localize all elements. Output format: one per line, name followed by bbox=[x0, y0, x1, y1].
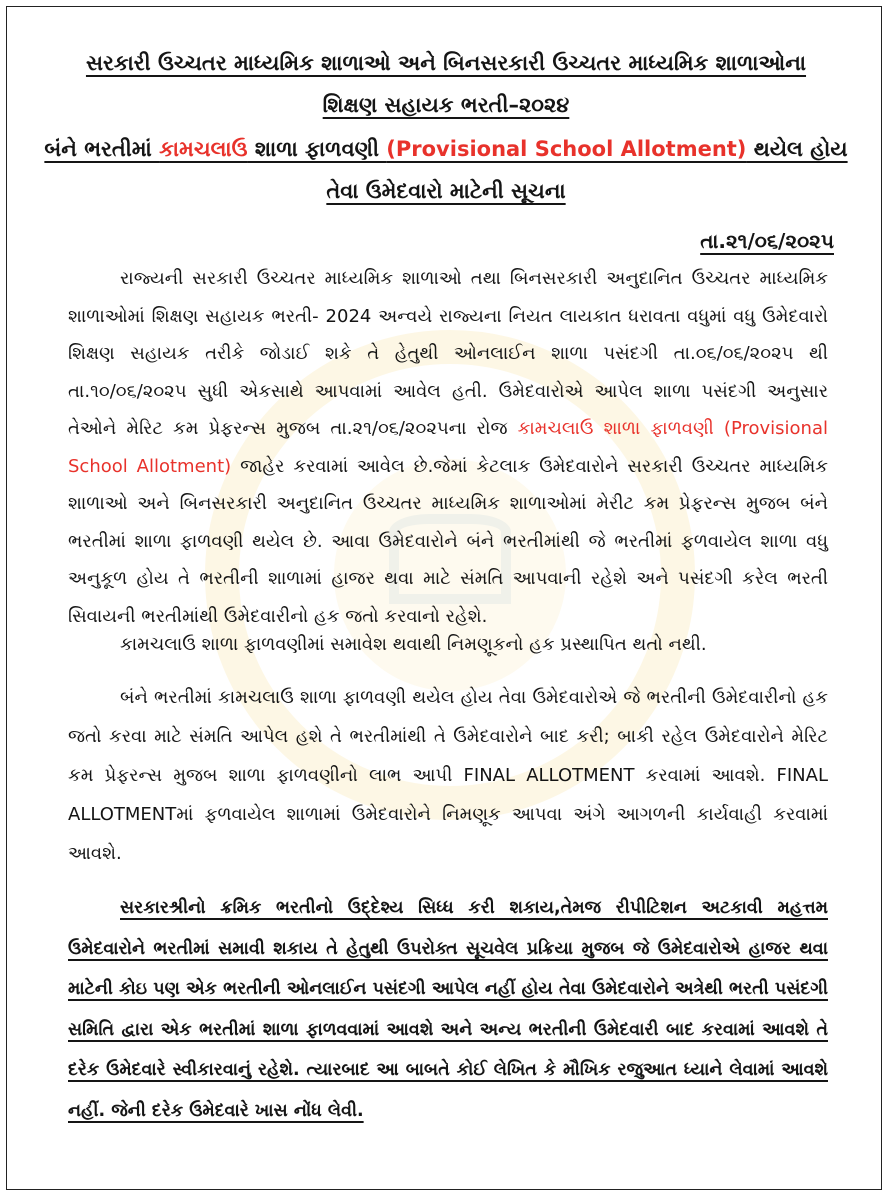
paragraph-2: કામચલાઉ શાળા ફાળવણીમાં સમાવેશ થવાથી નિમણૂકનો હક પ્રસ્થાપિત થતો નથી. bbox=[120, 634, 707, 655]
title-line-2: શિક્ષણ સહાયક ભરતી–૨૦૨૪ bbox=[322, 93, 570, 117]
paragraph-4-important bbox=[68, 888, 828, 1131]
notice-heading-line-1 bbox=[44, 128, 847, 170]
paragraph-4-text: સરકારશ્રીનો ક્રમિક ભરતીનો ઉદ્દેશ્ય સિધ્ધ કરી શકાય,તેમજ રીપીટિશન અટકાવી મહત્તમ ઉમેદવારોને ભરતીમાં સમાવી શકાય તે હેતુથી ઉપરોક્ત સૂચવેલ પ્રક્રિયા મુજબ જે ઉમેદવારોએ હાજર થવા માટેની કોઇ પણ એક ભરતીની ઓનલાઈન પસંદગી આપેલ નહીં હોય તેવા ઉમેદવારોને અત્રેથી ભરતી પસંદગી સમિતિ દ્વારા એક ભરતીમાં શાળા ફાળવવામાં આવશે અને અન્ય ભરતીની ઉમેદવારી બાદ કરવામાં આવશે તે દરેક ઉમેદવારે સ્વીકારવાનું રહેશે. ત્યારબાદ આ બાબતે કોઈ લેખિત કે મૌખિક રજુઆત ધ્યાને લેવામાં આવશે નહીં. જેની દરેક ઉમેદવારે ખાસ નોંધ લેવી. bbox=[68, 898, 828, 1121]
paragraph-1-text-b: જાહેર કરવામાં આવેલ છે.જેમાં કેટલાક ઉમેદવારોને સરકારી ઉચ્ચતર માધ્યમિક શાળાઓ અને બિનસરકારી અનુદાનિત ઉચ્ચતર માધ્યમિક શાળાઓમાં મેરીટ કમ પ્રેફરન્સ મુજબ બંને ભરતીમાં શાળા ફાળવણી થયેલ છે. આવા ઉમેદવારોને બંને ભરતીમાંથી જે ભરતીમાં ફળવાયેલ શાળા વધુ અનુકૂળ હોય તે ભરતીની શાળામાં હાજર થવા માટે સંમતિ આપવાની રહેશે અને પસંદગી કરેલ ભરતી સિવાયની ભરતીમાંથી ઉમેદવારીનો હક જતો કરવાનો રહેશે. bbox=[68, 455, 828, 627]
document-title bbox=[30, 42, 862, 126]
notice-heading bbox=[30, 128, 862, 212]
notice-heading-text-2: શાળા ફાળવણી bbox=[247, 137, 387, 161]
notice-heading-line-2: તેવા ઉમેદવારો માટેની સૂચના bbox=[326, 179, 566, 203]
paragraph-3: બંને ભરતીમાં કામચલાઉ શાળા ફાળવણી થયેલ હોય તેવા ઉમેદવારોએ જે ભરતીની ઉમેદવારીનો હક જતો કરવા માટે સંમતિ આપેલ હશે તે ભરતીમાંથી તે ઉમેદવારોને બાદ કરી; બાકી રહેલ ઉમેદવારોને મેરિટ કમ પ્રેફરન્સ મુજબ શાળા ફાળવણીનો લાભ આપી FINAL ALLOTMENT કરવામાં આવશે. FINAL ALLOTMENTમાં ફળવાયેલ શાળામાં ઉમેદવારોને નિમણૂક આપવા અંગે આગળની કાર્યવાહી કરવામાં આવશે. bbox=[68, 687, 828, 864]
paragraph-1-red-text: કામચલાઉ શાળા ફાળવણી (Provisional School Allotment) bbox=[68, 418, 828, 477]
notice-heading-red-2: (Provisional School Allotment) bbox=[386, 137, 747, 161]
paragraph-1 bbox=[68, 260, 828, 635]
paragraph-1-text-a: રાજ્યની સરકારી ઉચ્ચતર માધ્યમિક શાળાઓ તથા બિનસરકારી અનુદાનિત ઉચ્ચતર માધ્યમિક શાળાઓમાં શિક્ષણ સહાયક ભરતી- 2024 અન્વયે રાજ્યના નિયત લાયકાત ધરાવતા વધુમાં વધુ ઉમેદવારો શિક્ષણ સહાયક તરીકે જોડાઈ શકે તે હેતુથી ઓનલાઈન શાળા પસંદગી તા.૦૬/૦૬/૨૦૨૫ થી તા.૧૦/૦૬/૨૦૨૫ સુધી એકસાથે આપવામાં આવેલ હતી. ઉમેદવારોએ આપેલ શાળા પસંદગી અનુસાર તેઓને મેરિટ કમ પ્રેફરન્સ મુજબ તા.૨૧/૦૬/૨૦૨૫ના રોજ bbox=[68, 268, 828, 439]
notice-date: તા.૨૧/૦૬/૨૦૨૫ bbox=[700, 229, 834, 253]
notice-heading-text-1: બંને ભરતીમાં bbox=[44, 137, 160, 161]
notice-heading-text-3: થયેલ હોય bbox=[746, 137, 848, 161]
notice-heading-red-1: કામચલાઉ bbox=[159, 137, 248, 161]
title-line-1: સરકારી ઉચ્ચતર માધ્યમિક શાળાઓ અને બિનસરકારી ઉચ્ચતર માધ્યમિક શાળાઓના bbox=[85, 51, 807, 75]
